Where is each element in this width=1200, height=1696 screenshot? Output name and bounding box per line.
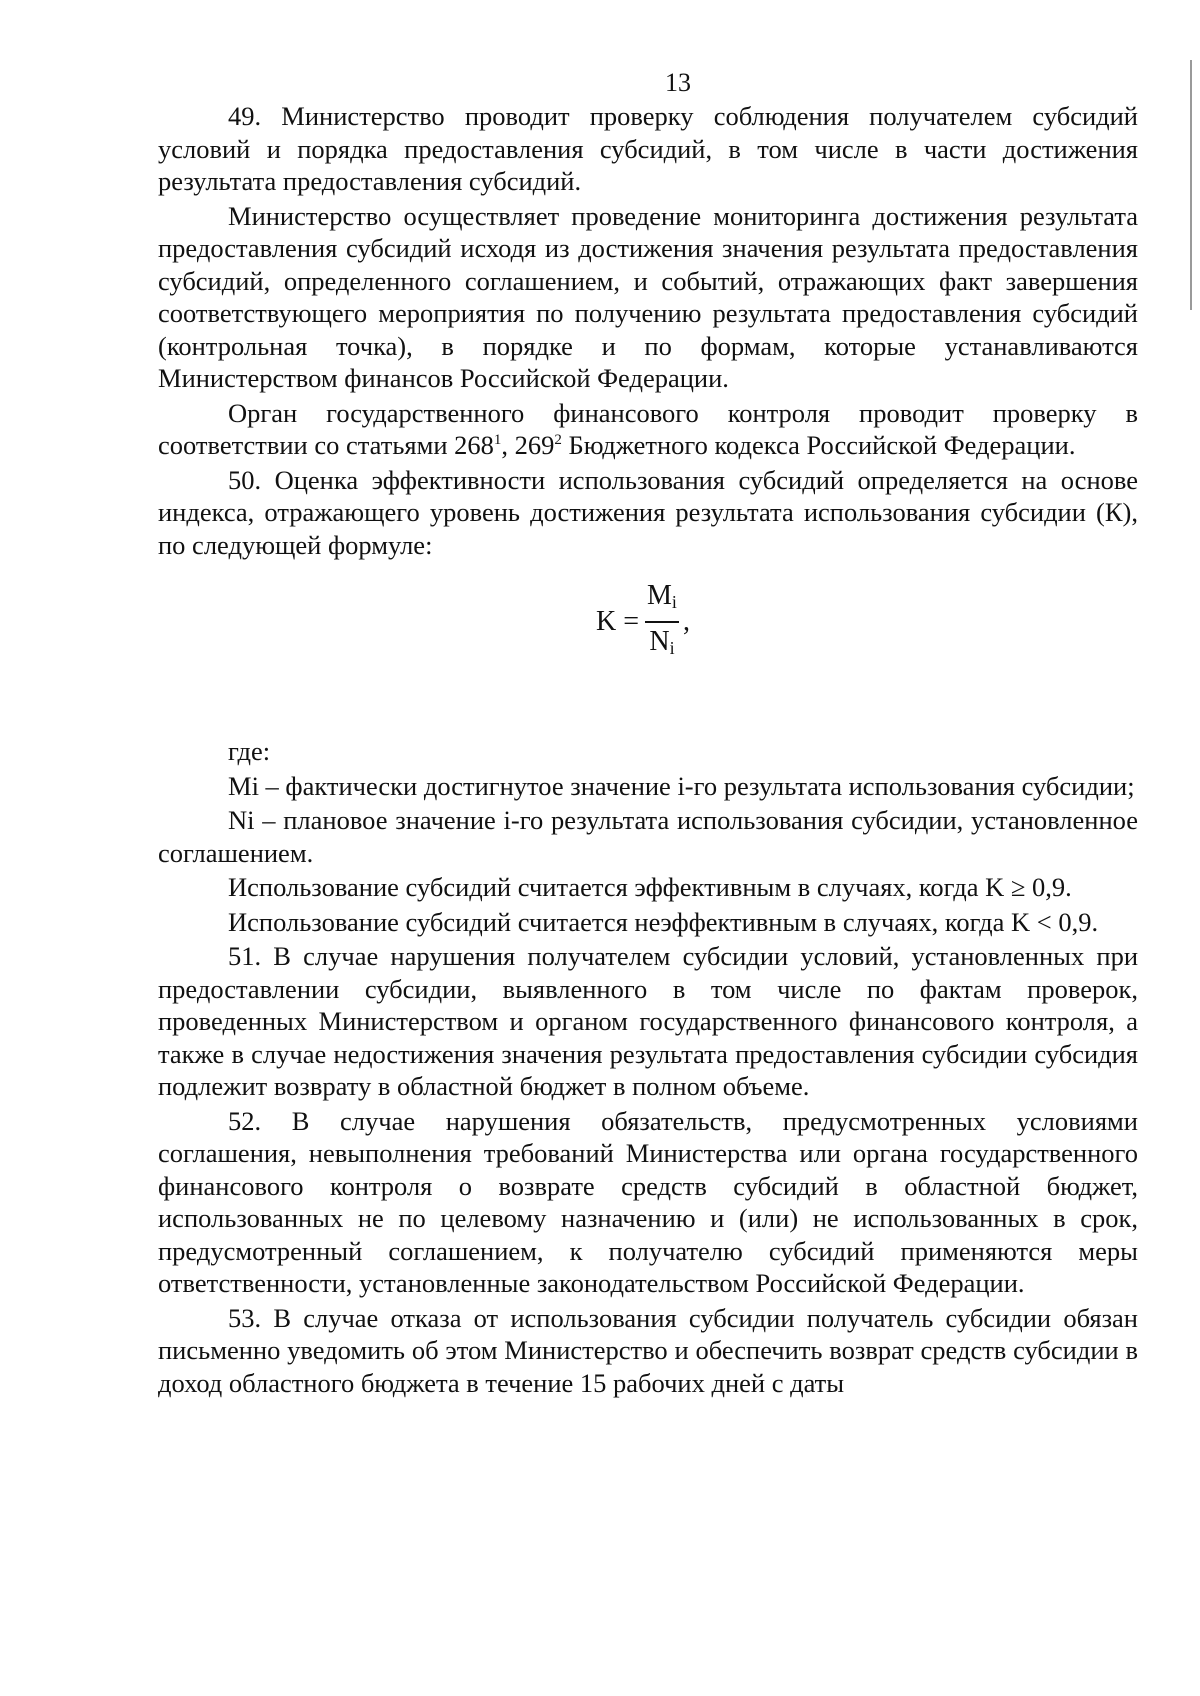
formula-fraction: [645, 579, 679, 665]
ineffective-condition: Использование субсидий считается неэффективным в случаях, когда K < 0,9.: [228, 906, 1099, 937]
denominator-subscript: i: [669, 638, 675, 658]
definition-ni: Ni – плановое значение i-го результата использования субсидии, установленное соглашением.: [158, 805, 1138, 868]
audit-text-middle: , 269: [501, 430, 555, 460]
paragraph-audit: [158, 397, 1138, 462]
scan-edge-line: [1190, 60, 1192, 310]
paragraph-monitoring: Министерство осуществляет проведение мониторинга достижения результата предоставления субсидий исходя из достижения значения результата предоставления субсидий, определенного соглашением, и событий, отражающих факт завершения соответствующего мероприятия по получению результата предоставления субсидий (контрольная точка), в порядке и по формам, которые устанавливаются Министерством финансов Российской Федерации.: [158, 200, 1138, 393]
numerator-subscript: i: [671, 592, 677, 612]
audit-text-after: Бюджетного кодекса Российской Федерации.: [561, 430, 1076, 460]
formula-block: [158, 573, 1138, 691]
formula-denominator: [649, 623, 674, 665]
denominator-letter: N: [649, 626, 670, 657]
paragraph-49: 49. Министерство проводит проверку соблюдения получателем субсидий условий и порядка предоставления субсидий, в том числе в части достижения результата предоставления субсидий.: [158, 101, 1138, 196]
numerator-letter: M: [647, 580, 672, 611]
effective-condition: Использование субсидий считается эффективным в случаях, когда K ≥ 0,9.: [228, 872, 1072, 902]
definition-mi: Mi – фактически достигнутое значение i-го результата использования субсидии;: [228, 770, 1135, 801]
formula-numerator: [645, 579, 679, 623]
paragraph-51: 51. В случае нарушения получателем субсидии условий, установленных при предоставлении субсидии, выявленного в том числе по фактам проверок, проведенных Министерством и органом государственного финансового контроля, а также в случае недостижения значения результата предоставления субсидии субсидия подлежит возврату в областной бюджет в полном объеме.: [158, 941, 1138, 1101]
document-page: [158, 68, 1138, 1401]
audit-text-before: Орган государственного финансового контроля проводит проверку в соответствии со статьями 268: [158, 397, 1138, 460]
where-label: где:: [228, 736, 271, 766]
formula: [596, 579, 690, 665]
page-number: 13: [665, 68, 691, 97]
superscript-2: 2: [554, 432, 562, 449]
paragraph-52: 52. В случае нарушения обязательств, предусмотренных условиями соглашения, невыполнения требований Министерства или органа государственного финансового контроля о возврате средств субсидий в областной бюджет, использованных не по целевому назначению и (или) не использованных в срок, предусмотренный соглашением, к получателю субсидий применяются меры ответственности, установленные законодательством Российской Федерации.: [158, 1105, 1138, 1298]
formula-lhs: K =: [596, 606, 640, 637]
superscript-1: 1: [493, 432, 502, 449]
paragraph-50: 50. Оценка эффективности использования субсидий определяется на основе индекса, отражающего уровень достижения результата использования субсидии (К), по следующей формуле:: [158, 464, 1138, 560]
paragraph-53: 53. В случае отказа от использования субсидии получатель субсидии обязан письменно уведомить об этом Министерство и обеспечить возврат средств субсидии в доход областного бюджета в течение 15 рабочих дней с даты: [158, 1302, 1138, 1398]
formula-comma: ,: [682, 606, 690, 637]
